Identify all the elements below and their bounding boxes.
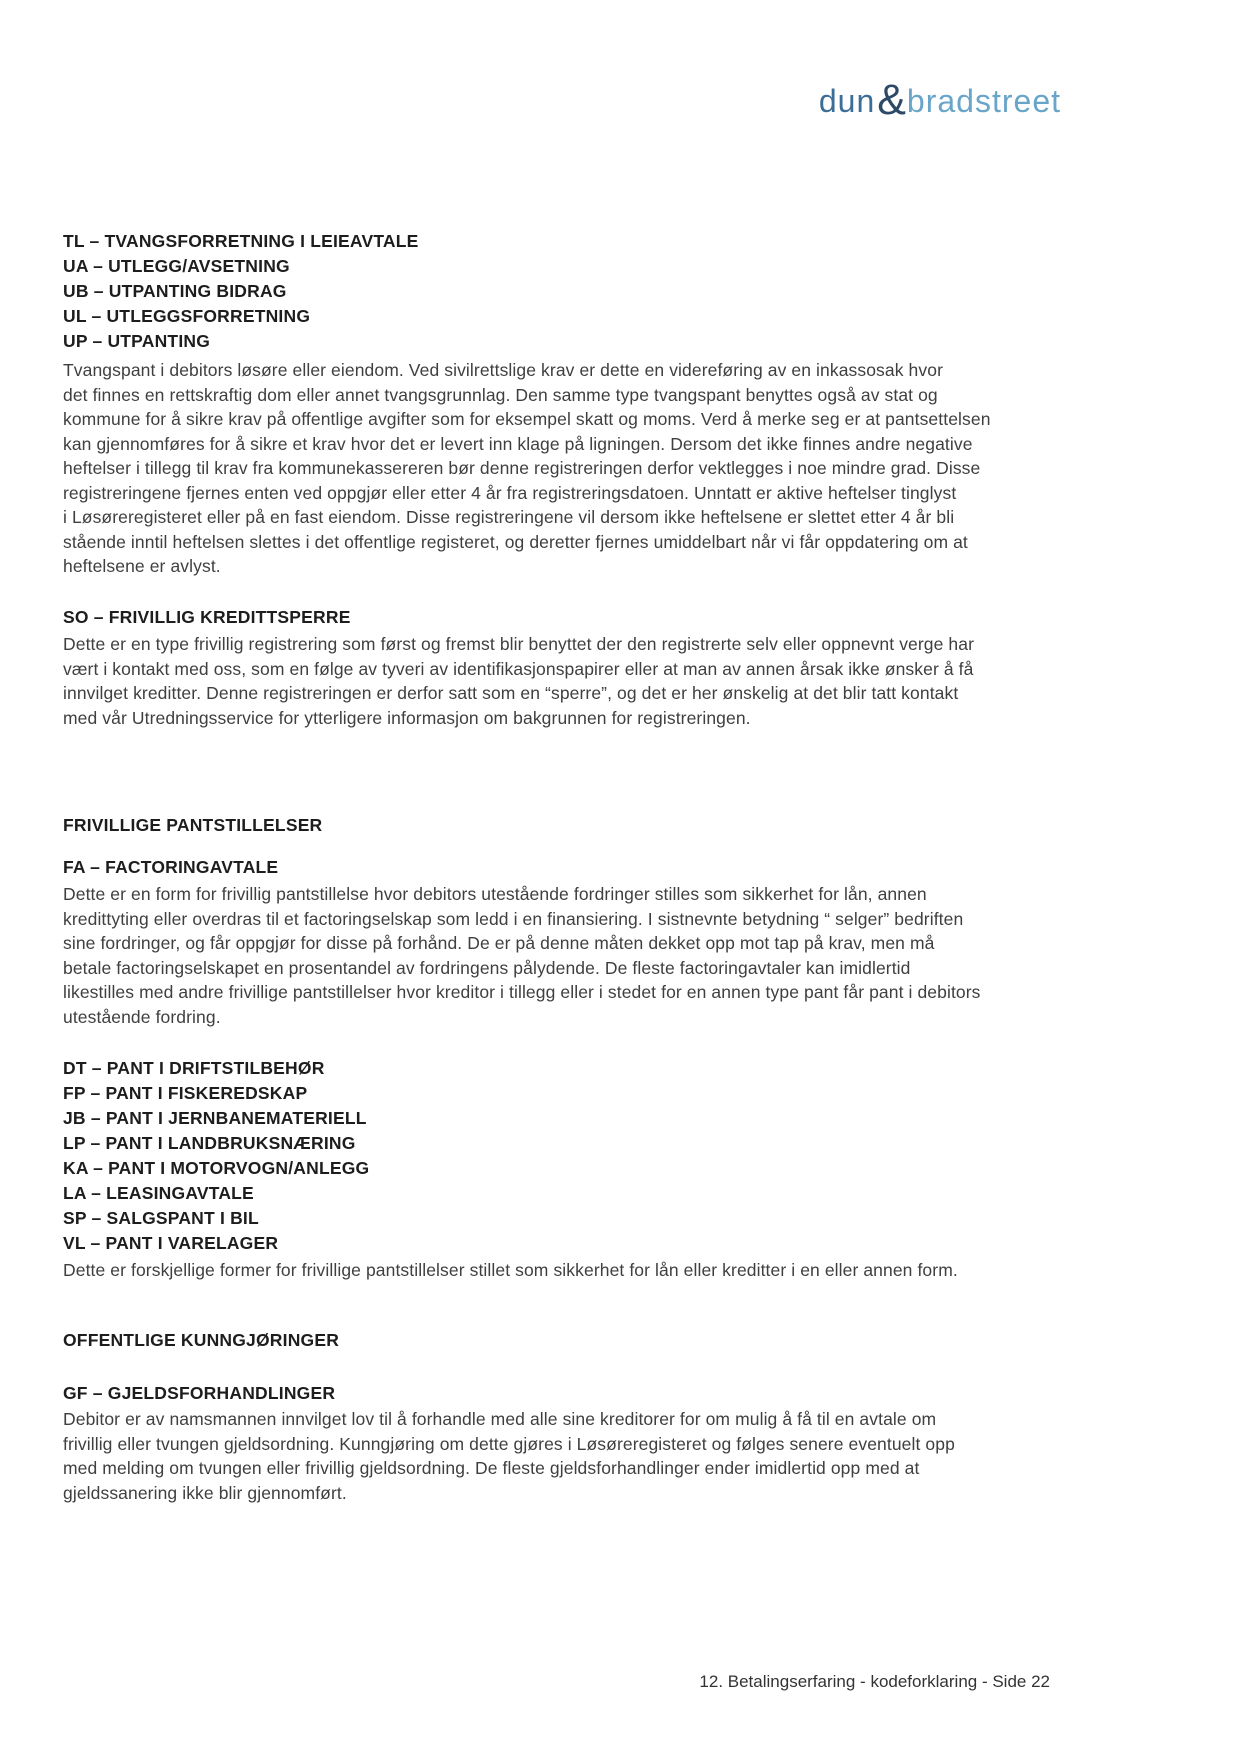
pant-code-list (63, 1056, 369, 1256)
paragraph-line: likestilles med andre frivillige pantstillelser hvor kreditor i tillegg eller i stedet for en annen type pant får pant i debitors (63, 982, 981, 1002)
page-footer: 12. Betalingserfaring - kodeforklaring - Side 22 (699, 1672, 1050, 1691)
code-heading-ka: KA – PANT I MOTORVOGN/ANLEGG (63, 1158, 370, 1178)
paragraph-line: innvilget kreditter. Denne registreringen er derfor satt som en “sperre”, og det er her ønskelig at det blir tatt kontakt (63, 683, 959, 703)
paragraph-line: betale factoringselskapet en prosentandel av fordringens pålydende. De fleste factoringavtaler kan imidlertid (63, 957, 911, 978)
paragraph-line: utestående fordring. (63, 1006, 221, 1027)
logo-text-dun: dun (818, 83, 876, 119)
logo-ampersand-icon: & (877, 76, 906, 124)
code-heading-vl: VL – PANT I VARELAGER (63, 1233, 279, 1253)
paragraph-line: sine fordringer, og får oppgjør for disse på forhånd. De er på denne måten dekket opp mot tap på krav, men må (63, 933, 935, 953)
code-heading-sp: SP – SALGSPANT I BIL (63, 1208, 259, 1228)
paragraph-line: stående inntil heftelsen slettes i det offentlige registeret, og deretter fjernes umiddelbart når vi får oppdatering om at (63, 531, 968, 552)
paragraph-line: Dette er en form for frivillig pantstillelse hvor debitors utestående fordringer stilles som sikkerhet for lån, annen (63, 884, 927, 904)
code-heading-lp: LP – PANT I LANDBRUKSNÆRING (63, 1133, 356, 1153)
paragraph-line: med vår Utredningsservice for ytterligere informasjon om bakgrunnen for registreringen. (63, 707, 751, 728)
code-heading-tl: TL – TVANGSFORRETNING I LEIEAVTALE (63, 231, 419, 251)
paragraph-line: Dette er en type frivillig registrering som først og fremst blir benyttet der den registrerte selv eller oppnevnt verge har (63, 634, 975, 654)
logo-text-bradstreet: bradstreet (906, 83, 1061, 119)
paragraph-line: gjeldssanering ikke blir gjennomført. (63, 1482, 347, 1503)
code-heading-fa: FA – FACTORINGAVTALE (63, 857, 279, 877)
paragraph-line: kredittyting eller overdras til et factoringselskap som ledd i en finansiering. I sistnevnte betydning “ selger” bedriften (63, 908, 964, 929)
code-heading-fp: FP – PANT I FISKEREDSKAP (63, 1083, 308, 1103)
paragraph-line: med melding om tvungen eller frivillig gjeldsordning. De fleste gjeldsforhandlinger ender imidlertid opp med at (63, 1458, 920, 1478)
frivillige-section-heading (63, 813, 322, 838)
paragraph-line: Dette er forskjellige former for frivillige pantstillelser stillet som sikkerhet for lån eller kreditter i en eller annen form. (63, 1260, 958, 1280)
code-heading-ul: UL – UTLEGGSFORRETNING (63, 306, 311, 326)
section-title-frivillige-pantstillelser: FRIVILLIGE PANTSTILLELSER (63, 815, 323, 835)
paragraph-line: heftelser i tillegg til krav fra kommunekassereren bør denne registreringen derfor vektlegges i noe mindre grad. Disse (63, 458, 981, 478)
paragraph-line: Tvangspant i debitors løsøre eller eiendom. Ved sivilrettslige krav er dette en videreføring av en inkassosak hvor (63, 360, 943, 380)
so-paragraph (63, 632, 974, 730)
enforcement-paragraph (63, 358, 991, 579)
paragraph-line: kan gjennomføres for å sikre et krav hvor det er levert inn klage på ligningen. Dersom det ikke finnes andre negative (63, 433, 973, 454)
paragraph-line: kommune for å sikre krav på offentlige avgifter som for eksempel skatt og moms. Verd å merke seg er at pantsettelsen (63, 409, 991, 429)
paragraph-line: det finnes en rettskraftig dom eller annet tvangsgrunnlag. Den samme type tvangspant benyttes også av stat og (63, 384, 938, 405)
section-title-offentlige-kunngjoringer: OFFENTLIGE KUNNGJØRINGER (63, 1330, 340, 1350)
code-heading-dt: DT – PANT I DRIFTSTILBEHØR (63, 1058, 325, 1078)
offentlige-section-heading (63, 1328, 339, 1353)
paragraph-line: frivillig eller tvungen gjeldsordning. Kunngjøring om dette gjøres i Løsøreregisteret og følges senere eventuelt opp (63, 1433, 955, 1454)
enforcement-code-list (63, 229, 419, 354)
fa-paragraph (63, 882, 981, 1029)
code-heading-gf: GF – GJELDSFORHANDLINGER (63, 1383, 336, 1403)
so-section-heading (63, 605, 351, 630)
pant-paragraph (63, 1258, 958, 1283)
paragraph-line: Debitor er av namsmannen innvilget lov til å forhandle med alle sine kreditorer for om mulig å få til en avtale om (63, 1409, 937, 1429)
code-heading-jb: JB – PANT I JERNBANEMATERIELL (63, 1108, 367, 1128)
code-heading-la: LA – LEASINGAVTALE (63, 1183, 254, 1203)
dun-bradstreet-logo (818, 76, 1061, 124)
paragraph-line: registreringene fjernes enten ved oppgjør eller etter 4 år fra registreringsdatoen. Unntatt er aktive heftelser tinglyst (63, 482, 957, 503)
code-heading-up: UP – UTPANTING (63, 331, 211, 351)
code-heading-ua: UA – UTLEGG/AVSETNING (63, 256, 290, 276)
code-heading-so: SO – FRIVILLIG KREDITTSPERRE (63, 607, 351, 627)
fa-section-heading (63, 855, 278, 880)
gf-section-heading (63, 1381, 335, 1406)
paragraph-line: i Løsøreregisteret eller på en fast eiendom. Disse registreringene vil dersom ikke heftelsene er slettet etter 4 år bli (63, 507, 955, 527)
paragraph-line: vært i kontakt med oss, som en følge av tyveri av identifikasjonspapirer eller at man av annen årsak ikke ønsker å få (63, 658, 974, 679)
gf-paragraph (63, 1407, 955, 1505)
paragraph-line: heftelsene er avlyst. (63, 556, 221, 576)
code-heading-ub: UB – UTPANTING BIDRAG (63, 281, 287, 301)
